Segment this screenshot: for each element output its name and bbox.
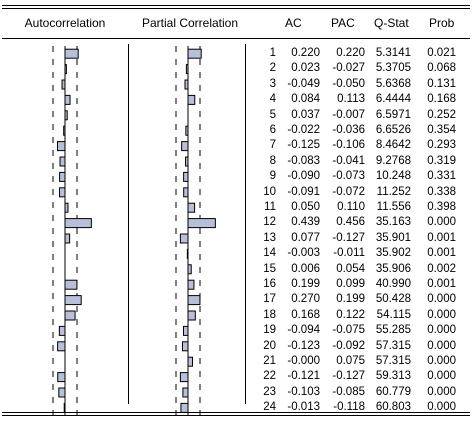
header-separator xyxy=(2,38,470,39)
qstat-cell: 57.315 xyxy=(375,339,411,352)
qstat-cell: 55.285 xyxy=(375,324,411,337)
prob-cell: 0.000 xyxy=(427,324,456,337)
qstat-cell: 40.990 xyxy=(375,278,411,290)
lag-cell: 23 xyxy=(263,385,276,398)
pac-cell: -0.127 xyxy=(332,231,365,244)
prob-cell: 0.398 xyxy=(427,201,456,213)
pac-bar xyxy=(186,157,188,166)
qstat-cell: 10.248 xyxy=(375,170,411,183)
lag-cell: 11 xyxy=(264,201,276,213)
ac-cell: 0.077 xyxy=(291,231,320,244)
ac-bar xyxy=(65,203,68,212)
ac-cell: 0.050 xyxy=(291,201,320,213)
pac-bar xyxy=(183,388,188,397)
qstat-cell: 35.901 xyxy=(375,231,411,244)
ac-cell: -0.094 xyxy=(287,324,320,337)
prob-cell: 0.354 xyxy=(427,124,456,136)
ac-bar xyxy=(64,126,65,135)
pac-cell: -0.011 xyxy=(333,247,365,260)
ac-bar xyxy=(59,326,65,335)
qstat-cell: 54.115 xyxy=(376,308,411,321)
ac-bar xyxy=(58,142,66,151)
pac-cell: -0.073 xyxy=(332,170,365,183)
qstat-cell: 60.779 xyxy=(375,385,411,398)
qstat-cell: 6.4444 xyxy=(375,93,411,106)
ac-cell: 0.199 xyxy=(291,278,320,290)
lag-cell: 5 xyxy=(269,108,276,121)
pac-bar xyxy=(188,280,194,289)
ac-cell: -0.123 xyxy=(287,339,320,352)
ac-cell: -0.022 xyxy=(287,124,320,136)
top-rule-inner xyxy=(2,8,470,9)
header-qstat: Q-Stat xyxy=(374,16,409,30)
qstat-cell: 59.313 xyxy=(375,370,411,383)
ac-bar xyxy=(58,373,65,382)
qstat-cell: 57.315 xyxy=(375,355,411,367)
prob-cell: 0.000 xyxy=(427,401,456,414)
ac-bar xyxy=(65,296,81,305)
pac-bar xyxy=(185,80,188,89)
pac-bar xyxy=(188,265,191,274)
qstat-cell: 5.6368 xyxy=(375,77,411,90)
ac-cell: -0.125 xyxy=(287,139,320,152)
ac-cell: 0.439 xyxy=(291,216,320,229)
prob-cell: 0.293 xyxy=(427,139,456,152)
lag-cell: 7 xyxy=(269,139,276,152)
pac-cell: 0.456 xyxy=(336,216,365,229)
ac-cell: 0.006 xyxy=(291,262,320,275)
prob-cell: 0.000 xyxy=(427,339,456,352)
ac-bar xyxy=(65,311,75,320)
lag-cell: 16 xyxy=(263,278,276,290)
ac-bar xyxy=(59,388,65,397)
pac-cell: -0.036 xyxy=(332,124,365,136)
ac-cell: 0.023 xyxy=(291,62,320,75)
header-pac: PAC xyxy=(331,16,355,30)
pac-cell: 0.113 xyxy=(337,93,365,106)
lag-cell: 14 xyxy=(263,247,276,260)
ac-cell: 0.220 xyxy=(291,47,320,59)
lag-cell: 13 xyxy=(263,231,276,244)
pac-bar xyxy=(184,188,188,197)
ac-bar xyxy=(60,188,65,197)
lag-cell: 17 xyxy=(263,293,276,306)
pac-bar xyxy=(184,326,189,335)
lag-cell: 15 xyxy=(263,262,276,275)
column-separator-right xyxy=(245,44,246,404)
ac-bar xyxy=(60,157,65,166)
lag-cell: 21 xyxy=(263,355,276,367)
pac-cell: -0.041 xyxy=(332,154,365,167)
qstat-cell: 5.3705 xyxy=(375,62,411,75)
ac-bar xyxy=(65,234,70,243)
qstat-cell: 8.4642 xyxy=(375,139,411,152)
prob-cell: 0.319 xyxy=(427,154,456,167)
prob-cell: 0.000 xyxy=(427,370,456,383)
pac-cell: 0.075 xyxy=(336,355,365,367)
qstat-cell: 35.163 xyxy=(375,216,411,229)
ac-cell: -0.083 xyxy=(287,154,320,167)
qstat-cell: 50.428 xyxy=(375,293,411,306)
lag-cell: 20 xyxy=(263,339,276,352)
ac-bar xyxy=(65,49,78,58)
ac-cell: 0.037 xyxy=(291,108,320,121)
ac-cell: -0.003 xyxy=(287,247,320,260)
prob-cell: 0.002 xyxy=(427,262,456,275)
prob-cell: 0.001 xyxy=(427,247,456,260)
lag-cell: 2 xyxy=(269,62,276,75)
prob-cell: 0.131 xyxy=(427,77,456,90)
pac-bar xyxy=(182,142,188,151)
ac-cell: -0.013 xyxy=(287,401,320,414)
prob-cell: 0.068 xyxy=(427,62,456,75)
qstat-cell: 6.6526 xyxy=(375,124,411,136)
header-ac: AC xyxy=(285,16,302,30)
lag-cell: 3 xyxy=(269,77,276,90)
pac-bar xyxy=(186,65,188,74)
pac-cell: -0.118 xyxy=(333,401,365,414)
pac-cell: -0.072 xyxy=(332,185,365,198)
pac-cell: -0.127 xyxy=(332,370,365,383)
pac-cell: -0.106 xyxy=(332,139,365,152)
pac-cell: 0.054 xyxy=(336,262,365,275)
ac-cell: 0.168 xyxy=(291,308,320,321)
prob-cell: 0.000 xyxy=(427,385,456,398)
lag-cell: 8 xyxy=(269,154,276,167)
column-separator-left xyxy=(128,44,129,404)
lag-cell: 1 xyxy=(269,47,276,59)
pac-bar xyxy=(188,311,195,320)
ac-bar xyxy=(65,65,66,74)
lag-cell: 22 xyxy=(263,370,276,383)
ac-bar xyxy=(62,80,65,89)
pac-cell: 0.110 xyxy=(337,201,365,213)
prob-cell: 0.000 xyxy=(427,216,456,229)
lag-cell: 24 xyxy=(263,401,276,414)
pac-cell: -0.085 xyxy=(332,385,365,398)
prob-cell: 0.000 xyxy=(427,293,456,306)
ac-bar xyxy=(60,172,65,181)
pac-bar xyxy=(188,49,201,58)
pac-bar xyxy=(180,234,188,243)
ac-bar xyxy=(58,342,65,351)
pac-cell: -0.075 xyxy=(332,324,365,337)
ac-cell: 0.270 xyxy=(291,293,320,306)
pac-cell: -0.092 xyxy=(332,339,365,352)
prob-cell: 0.021 xyxy=(427,47,456,59)
pac-cell: 0.122 xyxy=(336,308,365,321)
bottom-rule-inner xyxy=(2,415,470,416)
qstat-cell: 11.252 xyxy=(376,185,411,198)
prob-cell: 0.000 xyxy=(427,308,456,321)
qstat-cell: 5.3141 xyxy=(375,47,411,59)
prob-cell: 0.168 xyxy=(427,93,456,106)
lag-cell: 19 xyxy=(263,324,276,337)
qstat-cell: 60.803 xyxy=(375,401,411,414)
prob-cell: 0.000 xyxy=(427,355,456,367)
prob-cell: 0.252 xyxy=(427,108,456,121)
ac-bar xyxy=(65,280,77,289)
pac-bar xyxy=(188,296,200,305)
qstat-cell: 11.556 xyxy=(376,201,411,213)
top-rule-outer xyxy=(2,5,470,6)
ac-cell: -0.049 xyxy=(287,77,320,90)
pac-bar xyxy=(188,203,195,212)
ac-cell: -0.000 xyxy=(287,355,320,367)
header-prob: Prob xyxy=(429,16,455,30)
pac-cell: -0.007 xyxy=(332,108,365,121)
prob-cell: 0.331 xyxy=(427,170,456,183)
lag-cell: 18 xyxy=(263,308,276,321)
pac-cell: -0.050 xyxy=(332,77,365,90)
pac-cell: 0.220 xyxy=(336,47,365,59)
ac-cell: -0.090 xyxy=(287,170,320,183)
ac-bar xyxy=(65,95,70,104)
pac-bar xyxy=(188,219,215,228)
ac-cell: 0.084 xyxy=(291,93,320,106)
ac-bar xyxy=(65,111,67,120)
qstat-cell: 35.902 xyxy=(375,247,411,260)
header-partial-correlation: Partial Correlation xyxy=(141,16,239,30)
ac-cell: -0.103 xyxy=(287,385,320,398)
prob-cell: 0.001 xyxy=(427,231,456,244)
prob-cell: 0.338 xyxy=(427,185,456,198)
prob-cell: 0.001 xyxy=(427,278,456,290)
pac-bar xyxy=(182,342,188,351)
ac-cell: -0.091 xyxy=(287,185,320,198)
pac-cell: 0.199 xyxy=(336,293,365,306)
qstat-cell: 35.906 xyxy=(375,262,411,275)
lag-cell: 4 xyxy=(269,93,276,106)
qstat-cell: 6.5971 xyxy=(375,108,411,121)
pac-bar xyxy=(187,249,188,258)
pac-bar xyxy=(186,126,188,135)
pac-cell: -0.027 xyxy=(332,62,365,75)
lag-cell: 10 xyxy=(263,185,276,198)
lag-cell: 9 xyxy=(269,170,276,183)
qstat-cell: 9.2768 xyxy=(375,154,411,167)
pac-bar xyxy=(188,357,193,366)
ac-bar xyxy=(65,219,91,228)
pac-bar xyxy=(184,172,188,181)
lag-cell: 6 xyxy=(269,124,276,136)
pac-cell: 0.099 xyxy=(336,278,365,290)
header-autocorrelation: Autocorrelation xyxy=(24,16,106,30)
ac-cell: -0.121 xyxy=(287,370,320,383)
pac-bar xyxy=(188,95,195,104)
pac-bar xyxy=(180,373,188,382)
lag-cell: 12 xyxy=(263,216,276,229)
